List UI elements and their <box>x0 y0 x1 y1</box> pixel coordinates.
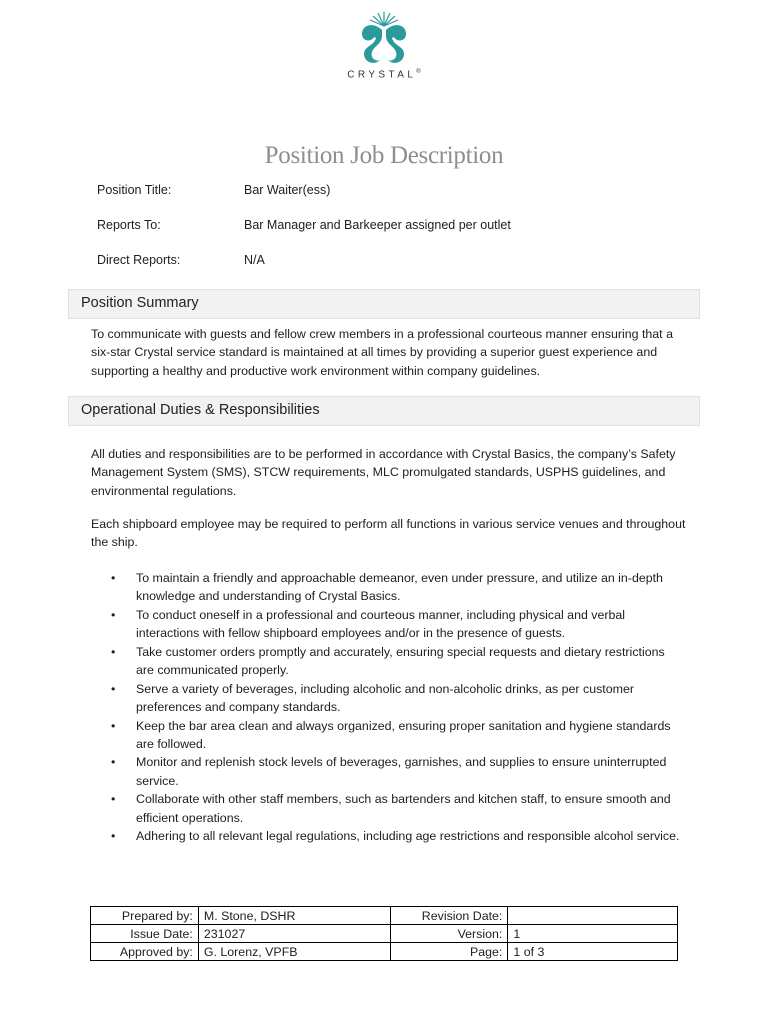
bullet-icon: • <box>111 607 116 622</box>
list-item: • To maintain a friendly and approachable demeanor, even under pressure, and utilize an in-depth knowledge and understanding of Crystal Basics. <box>111 571 663 604</box>
issue-date-value: 231027 <box>198 925 390 943</box>
section-header-duties: Operational Duties & Responsibilities <box>68 396 700 426</box>
field-value: Bar Waiter(ess) <box>244 183 331 197</box>
list-item: • To conduct oneself in a professional and courteous manner, including physical and verbal interactions with fellow shipboard employees and/or in the presence of guests. <box>111 607 626 641</box>
bullet-icon: • <box>111 681 116 696</box>
table-row <box>91 943 678 961</box>
revision-date-label: Revision Date: <box>390 907 508 925</box>
bullet-icon: • <box>111 644 116 659</box>
prepared-by-value: M. Stone, DSHR <box>198 907 390 925</box>
field-value: N/A <box>244 253 265 267</box>
list-item: • Serve a variety of beverages, including alcoholic and non-alcoholic drinks, as per customer preferences and company standards. <box>111 681 634 714</box>
table-row <box>91 925 678 943</box>
list-item: • Adhering to all relevant legal regulations, including age restrictions and responsible alcohol service. <box>111 827 681 845</box>
seahorse-logo-icon <box>354 8 414 70</box>
list-item: • Keep the bar area clean and always organized, ensuring proper sanitation and hygiene standards are followed. <box>111 718 671 751</box>
bullet-icon: • <box>111 755 116 770</box>
document-control-table <box>90 906 678 961</box>
approved-by-value: G. Lorenz, VPFB <box>198 943 390 961</box>
duties-intro-paragraph: All duties and responsibilities are to be performed in accordance with Crystal Basics, the company’s Safety Management System (SMS), STCW requirements, MLC promulgated standards, USPHS guidelines, and environmental regulations. <box>91 447 676 498</box>
document-title: Position Job Description <box>264 142 504 169</box>
summary-text: To communicate with guests and fellow crew members in a professional courteous manner ensuring that a six-star Crystal service standard is maintained at all times by providing a superior guest experience and supporting a healthy and productive work environment within company guidelines. <box>91 327 673 378</box>
list-item: • Take customer orders promptly and accurately, ensuring special requests and dietary restrictions are communicated properly. <box>111 644 665 678</box>
duties-list <box>111 569 681 846</box>
field-label: Reports To: <box>97 218 161 232</box>
revision-date-value <box>508 907 678 925</box>
bullet-icon: • <box>111 718 116 733</box>
version-label: Version: <box>390 925 508 943</box>
list-item: • Collaborate with other staff members, such as bartenders and kitchen staff, to ensure smooth and efficient operations. <box>111 792 671 825</box>
brand-name: CRYSTAL® <box>347 69 421 81</box>
field-label: Direct Reports: <box>97 253 181 267</box>
bullet-icon: • <box>111 571 116 585</box>
section-header-summary: Position Summary <box>68 289 700 319</box>
duties-scope-paragraph: Each shipboard employee may be required to perform all functions in various service venues and throughout the ship. <box>91 517 686 550</box>
bullet-icon: • <box>111 792 116 807</box>
issue-date-label: Issue Date: <box>91 925 199 943</box>
bullet-icon: • <box>111 829 116 844</box>
page-label: Page: <box>390 943 508 961</box>
version-value: 1 <box>508 925 678 943</box>
list-item: • Monitor and replenish stock levels of beverages, garnishes, and supplies to ensure uninterrupted service. <box>111 755 667 788</box>
field-value: Bar Manager and Barkeeper assigned per outlet <box>244 218 511 232</box>
field-label: Position Title: <box>97 183 172 197</box>
table-row <box>91 907 678 925</box>
page-value: 1 of 3 <box>508 943 678 961</box>
prepared-by-label: Prepared by: <box>91 907 199 925</box>
approved-by-label: Approved by: <box>91 943 199 961</box>
